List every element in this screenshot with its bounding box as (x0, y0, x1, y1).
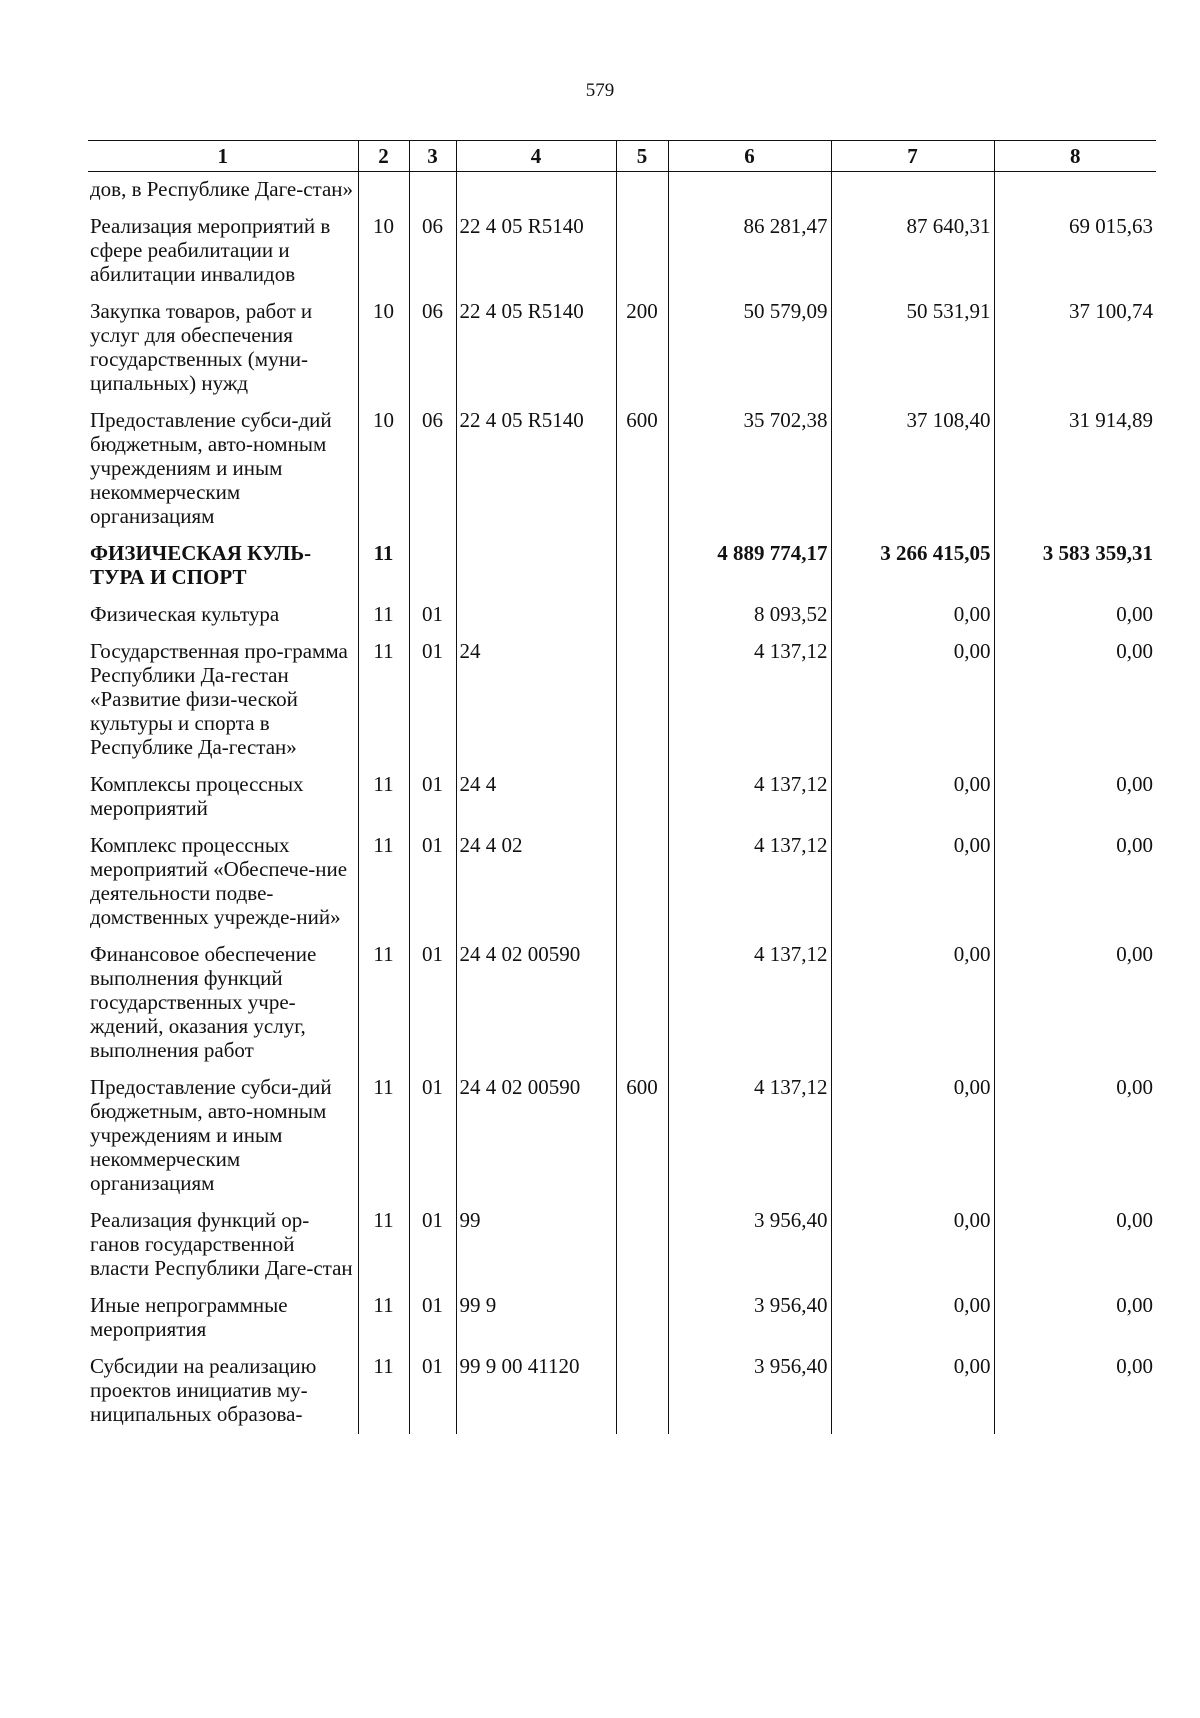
target-article-code: 24 4 02 00590 (456, 1070, 616, 1203)
section-code: 11 (358, 767, 409, 828)
table-row (88, 536, 1156, 597)
target-article-code: 24 4 (456, 767, 616, 828)
amount-col6: 3 956,40 (668, 1288, 831, 1349)
target-article-code: 24 4 02 (456, 828, 616, 937)
target-article-code: 99 (456, 1203, 616, 1288)
subsection-code (409, 536, 456, 597)
row-name: Закупка товаров, работ и услуг для обеспечения государственных (муни-ципальных) нужд (90, 299, 313, 395)
table-row (88, 294, 1156, 403)
subsection-code: 01 (409, 1288, 456, 1349)
table-row (88, 937, 1156, 1070)
row-name: Государственная про-грамма Республики Да-гестан «Развитие физи-ческой культуры и спорта в Республике Да-гестан» (90, 639, 348, 759)
subsection-code: 01 (409, 1349, 456, 1434)
amount-col6: 3 956,40 (668, 1203, 831, 1288)
row-name: Реализация функций ор-ганов государственной власти Республики Даге-стан (90, 1208, 353, 1280)
row-name: Комплексы процессных мероприятий (90, 772, 304, 820)
amount-col6: 4 137,12 (668, 767, 831, 828)
amount-col6: 50 579,09 (668, 294, 831, 403)
amount-col8: 3 583 359,31 (994, 536, 1156, 597)
subsection-code: 01 (409, 937, 456, 1070)
table-row (88, 1070, 1156, 1203)
section-code: 11 (358, 828, 409, 937)
amount-col8: 0,00 (994, 767, 1156, 828)
target-article-code: 22 4 05 R5140 (456, 403, 616, 536)
expense-type-code (616, 828, 668, 937)
target-article-code (456, 597, 616, 634)
expense-type-code: 600 (616, 1070, 668, 1203)
row-name: Иные непрограммные мероприятия (90, 1293, 288, 1341)
column-header: 3 (409, 141, 456, 172)
target-article-code: 99 9 00 41120 (456, 1349, 616, 1434)
table-body (88, 172, 1156, 1435)
header-row (88, 141, 1156, 172)
subsection-code: 06 (409, 209, 456, 294)
amount-col8: 0,00 (994, 1203, 1156, 1288)
subsection-code: 01 (409, 767, 456, 828)
section-code: 10 (358, 209, 409, 294)
amount-col6: 8 093,52 (668, 597, 831, 634)
table-row (88, 634, 1156, 767)
table-row (88, 209, 1156, 294)
amount-col8: 0,00 (994, 1070, 1156, 1203)
amount-col7: 0,00 (831, 1288, 994, 1349)
section-code: 11 (358, 536, 409, 597)
expense-type-code: 200 (616, 294, 668, 403)
amount-col7: 0,00 (831, 937, 994, 1070)
amount-col8: 69 015,63 (994, 209, 1156, 294)
column-header: 7 (831, 141, 994, 172)
subsection-code (409, 172, 456, 210)
target-article-code (456, 172, 616, 210)
table-row (88, 767, 1156, 828)
subsection-code: 01 (409, 1070, 456, 1203)
expense-type-code (616, 536, 668, 597)
row-name: Финансовое обеспечение выполнения функций государственных учре-ждений, оказания услуг, выполнения работ (90, 942, 317, 1062)
amount-col8: 31 914,89 (994, 403, 1156, 536)
row-name: Комплекс процессных мероприятий «Обеспече-ние деятельности подве-домственных учрежде-ний» (90, 833, 348, 929)
amount-col6 (668, 172, 831, 210)
table-row (88, 403, 1156, 536)
section-code: 11 (358, 1203, 409, 1288)
amount-col7: 50 531,91 (831, 294, 994, 403)
amount-col8: 0,00 (994, 828, 1156, 937)
section-code: 11 (358, 1070, 409, 1203)
amount-col8: 37 100,74 (994, 294, 1156, 403)
subsection-code: 06 (409, 403, 456, 536)
amount-col8: 0,00 (994, 597, 1156, 634)
section-code: 10 (358, 403, 409, 536)
target-article-code: 99 9 (456, 1288, 616, 1349)
table-row (88, 828, 1156, 937)
amount-col6: 4 889 774,17 (668, 536, 831, 597)
amount-col6: 35 702,38 (668, 403, 831, 536)
amount-col7 (831, 172, 994, 210)
amount-col6: 3 956,40 (668, 1349, 831, 1434)
column-header: 8 (994, 141, 1156, 172)
section-code: 11 (358, 597, 409, 634)
expense-type-code (616, 209, 668, 294)
target-article-code: 24 (456, 634, 616, 767)
column-header: 6 (668, 141, 831, 172)
row-name: Физическая культура (90, 602, 280, 626)
table-row (88, 1349, 1156, 1434)
target-article-code: 22 4 05 R5140 (456, 209, 616, 294)
expense-type-code (616, 172, 668, 210)
column-header: 2 (358, 141, 409, 172)
table-row (88, 1203, 1156, 1288)
target-article-code (456, 536, 616, 597)
column-header: 5 (616, 141, 668, 172)
amount-col8: 0,00 (994, 634, 1156, 767)
amount-col7: 0,00 (831, 1349, 994, 1434)
expense-type-code (616, 1203, 668, 1288)
subsection-code: 01 (409, 828, 456, 937)
expense-type-code (616, 767, 668, 828)
section-code (358, 172, 409, 210)
subsection-code: 01 (409, 1203, 456, 1288)
table-row (88, 597, 1156, 634)
subsection-code: 01 (409, 597, 456, 634)
amount-col7: 0,00 (831, 597, 994, 634)
expense-type-code: 600 (616, 403, 668, 536)
expense-type-code (616, 1288, 668, 1349)
row-name: ФИЗИЧЕСКАЯ КУЛЬ-ТУРА И СПОРТ (90, 541, 312, 589)
amount-col6: 86 281,47 (668, 209, 831, 294)
amount-col7: 87 640,31 (831, 209, 994, 294)
row-name: дов, в Республике Даге-стан» (90, 177, 354, 201)
table-row (88, 1288, 1156, 1349)
expense-type-code (616, 937, 668, 1070)
subsection-code: 01 (409, 634, 456, 767)
amount-col7: 0,00 (831, 634, 994, 767)
amount-col7: 3 266 415,05 (831, 536, 994, 597)
section-code: 10 (358, 294, 409, 403)
amount-col7: 0,00 (831, 1203, 994, 1288)
amount-col7: 0,00 (831, 1070, 994, 1203)
table-row (88, 172, 1156, 210)
amount-col8: 0,00 (994, 1349, 1156, 1434)
amount-col8: 0,00 (994, 937, 1156, 1070)
target-article-code: 24 4 02 00590 (456, 937, 616, 1070)
amount-col7: 37 108,40 (831, 403, 994, 536)
row-name: Предоставление субси-дий бюджетным, авто-номным учреждениям и иным некоммерческим организациям (90, 1075, 332, 1195)
amount-col6: 4 137,12 (668, 828, 831, 937)
target-article-code: 22 4 05 R5140 (456, 294, 616, 403)
page-number: 579 (585, 80, 615, 101)
section-code: 11 (358, 634, 409, 767)
amount-col6: 4 137,12 (668, 937, 831, 1070)
amount-col8 (994, 172, 1156, 210)
amount-col8: 0,00 (994, 1288, 1156, 1349)
subsection-code: 06 (409, 294, 456, 403)
section-code: 11 (358, 937, 409, 1070)
row-name: Предоставление субси-дий бюджетным, авто-номным учреждениям и иным некоммерческим организациям (90, 408, 332, 528)
column-header: 4 (456, 141, 616, 172)
column-header: 1 (88, 141, 358, 172)
amount-col7: 0,00 (831, 828, 994, 937)
row-name: Реализация мероприятий в сфере реабилитации и абилитации инвалидов (90, 214, 331, 286)
row-name: Субсидии на реализацию проектов инициатив му-ниципальных образова- (90, 1354, 317, 1426)
section-code: 11 (358, 1349, 409, 1434)
expense-type-code (616, 634, 668, 767)
budget-table (88, 140, 1156, 1434)
amount-col7: 0,00 (831, 767, 994, 828)
amount-col6: 4 137,12 (668, 1070, 831, 1203)
amount-col6: 4 137,12 (668, 634, 831, 767)
expense-type-code (616, 597, 668, 634)
section-code: 11 (358, 1288, 409, 1349)
expense-type-code (616, 1349, 668, 1434)
